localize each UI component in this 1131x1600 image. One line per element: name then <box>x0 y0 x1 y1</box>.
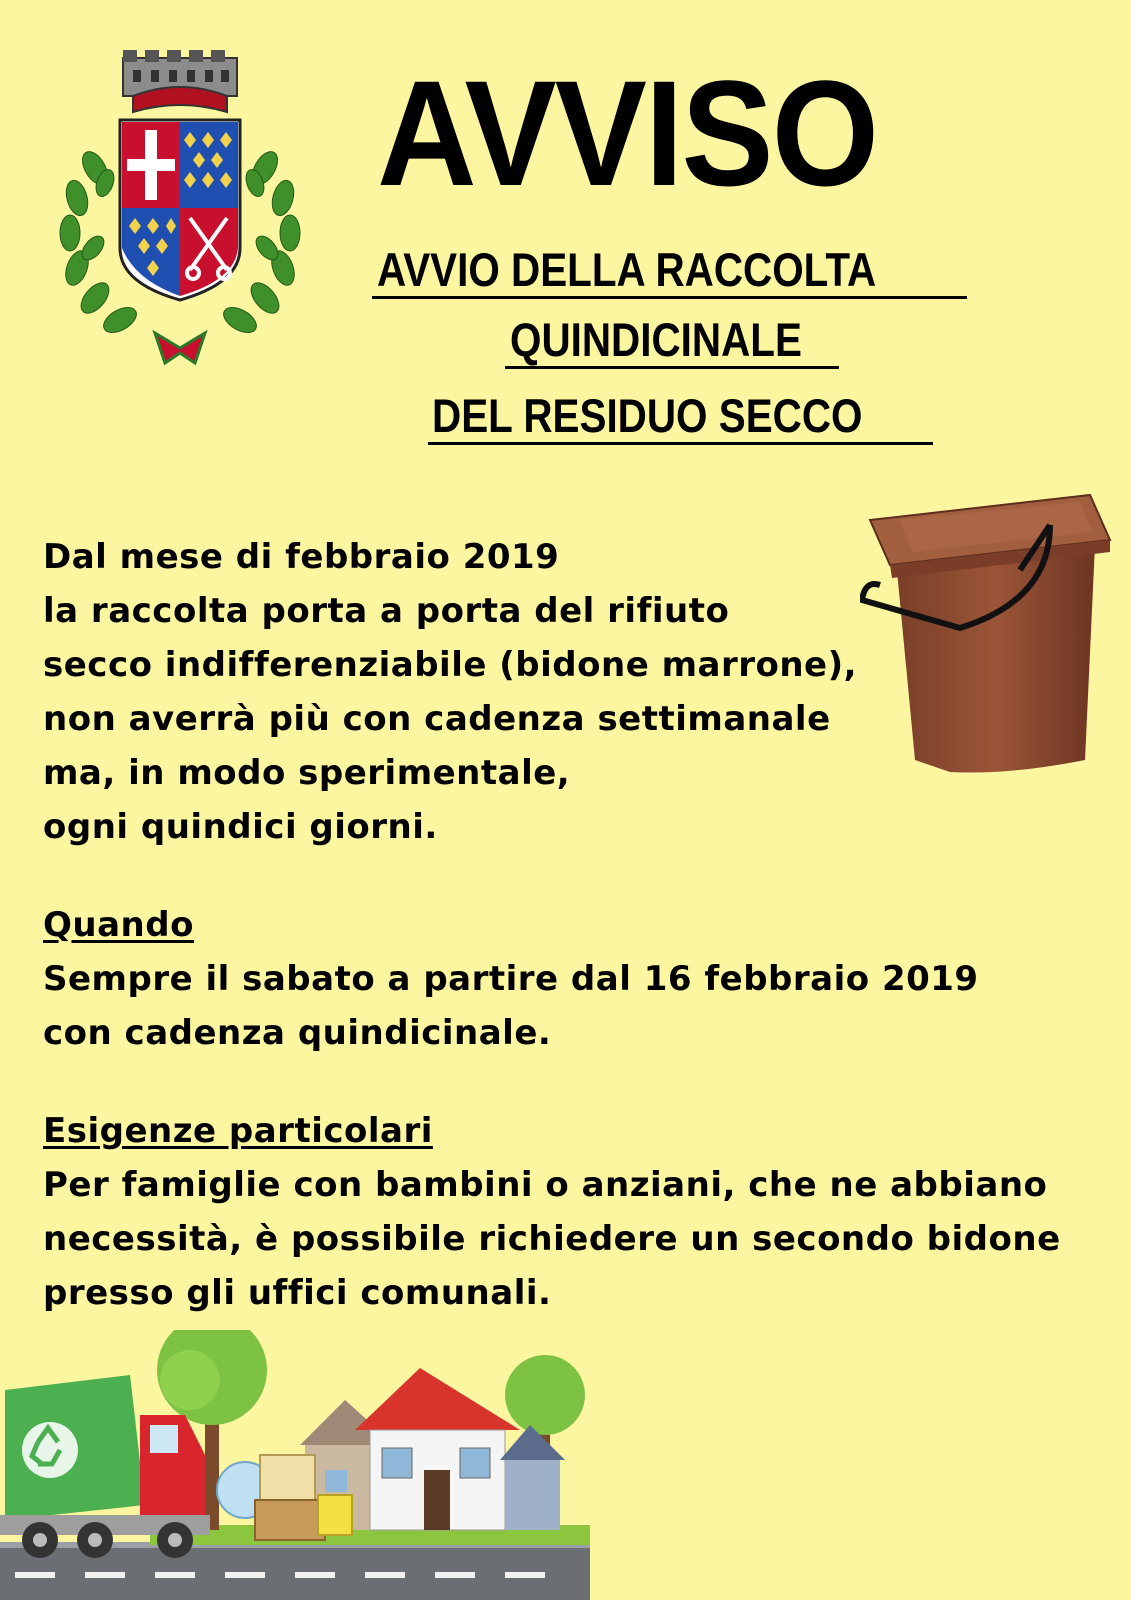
esigenze-line: necessità, è possibile richiedere un secondo bidone <box>43 1219 1061 1259</box>
esigenze-heading: Esigenze particolari <box>43 1111 433 1151</box>
garbage-truck-scene-illustration <box>0 1330 590 1600</box>
intro-line: la raccolta porta a porta del rifiuto <box>43 591 730 631</box>
intro-paragraph <box>43 530 857 854</box>
subtitle-underline-1 <box>372 296 967 299</box>
subtitle-line-2: QUINDICINALE <box>510 313 802 366</box>
esigenze-paragraph <box>43 1158 1061 1320</box>
subtitle-line-3: DEL RESIDUO SECCO <box>432 389 863 442</box>
quando-line: con cadenza quindicinale. <box>43 1013 552 1053</box>
quando-heading: Quando <box>43 905 194 945</box>
quando-line: Sempre il sabato a partire dal 16 febbraio 2019 <box>43 959 979 999</box>
esigenze-line: presso gli uffici comunali. <box>43 1273 552 1313</box>
quando-paragraph <box>43 952 979 1060</box>
coat-of-arms-icon <box>55 48 305 368</box>
subtitle-line-1: AVVIO DELLA RACCOLTA <box>377 243 877 296</box>
intro-line: secco indifferenziabile (bidone marrone), <box>43 645 858 685</box>
page-title: AVVISO <box>377 49 878 217</box>
intro-line: ma, in modo sperimentale, <box>43 753 571 793</box>
brown-bin-icon <box>860 490 1120 790</box>
intro-line: Dal mese di febbraio 2019 <box>43 537 560 577</box>
intro-line: non averrà più con cadenza settimanale <box>43 699 831 739</box>
subtitle-underline-2 <box>505 366 839 369</box>
esigenze-line: Per famiglie con bambini o anziani, che ne abbiano <box>43 1165 1048 1205</box>
subtitle-underline-3 <box>428 442 933 445</box>
intro-line: ogni quindici giorni. <box>43 807 438 847</box>
